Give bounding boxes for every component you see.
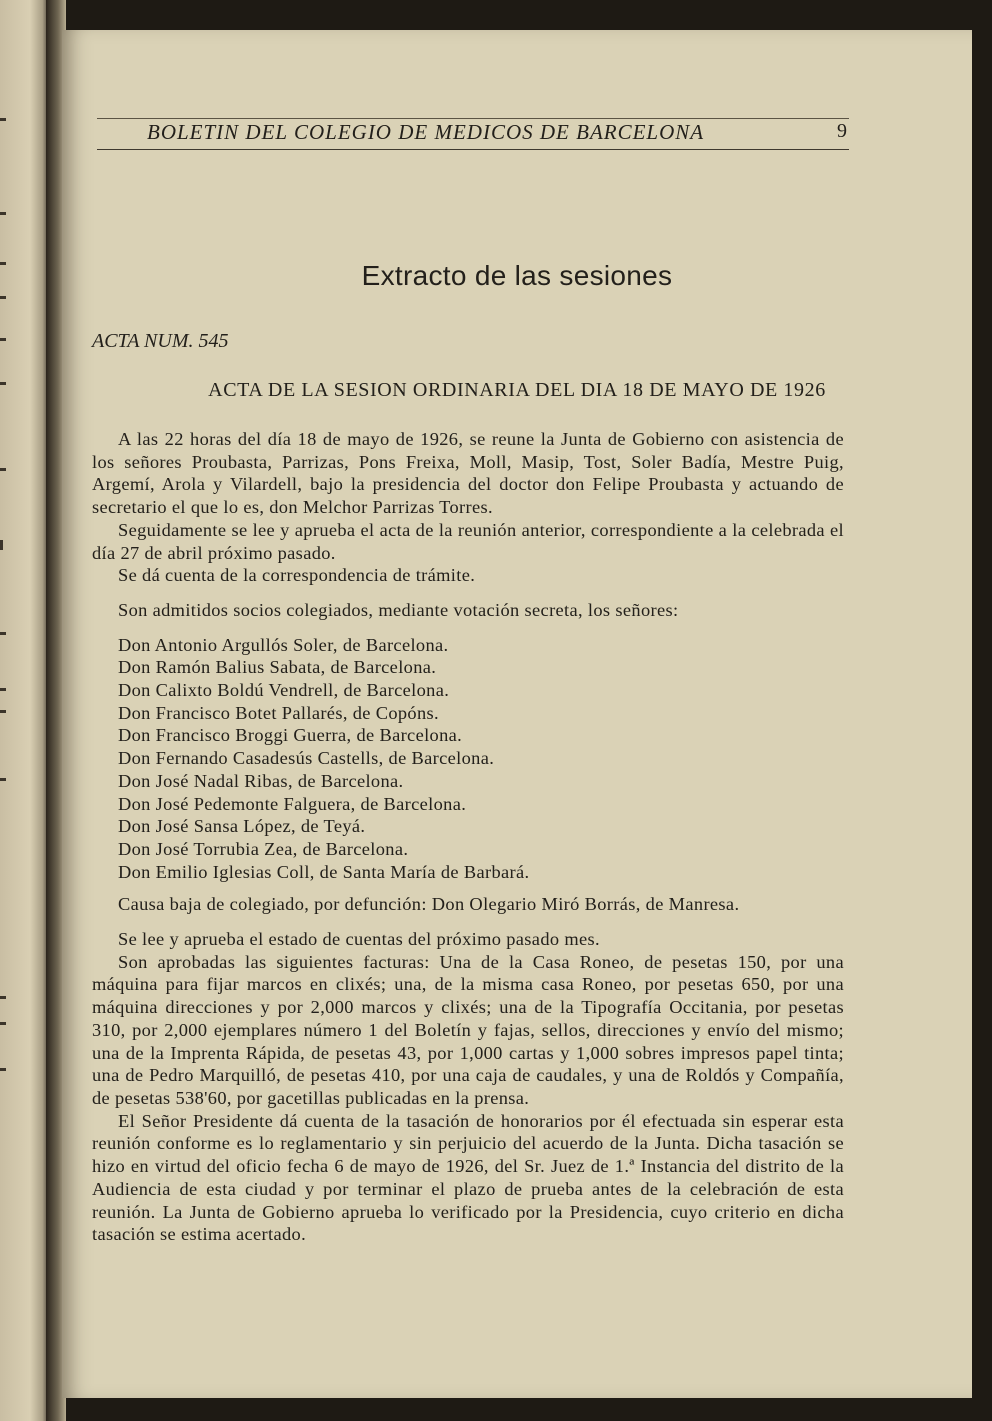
section-title: Extracto de las sesiones: [361, 260, 673, 291]
list-item: Don José Pedemonte Falguera, de Barcelona.: [118, 793, 467, 814]
paragraph-accounts: Se lee y aprueba el estado de cuentas del próximo pasado mes.: [118, 929, 600, 950]
acta-number: ACTA NUM. 545: [92, 330, 229, 352]
minutes-body: [92, 428, 844, 1246]
paragraph-admissions-intro: Son admitidos socios colegiados, mediante votación secreta, los señores:: [118, 599, 679, 620]
header-rule-top: [97, 118, 849, 119]
list-item: Don Calixto Boldú Vendrell, de Barcelona.: [118, 680, 450, 701]
list-item: Don José Sansa López, de Teyá.: [118, 816, 366, 837]
page-number: 9: [837, 120, 847, 142]
paragraph-invoices: Son aprobadas las siguientes facturas: Una de la Casa Roneo, de pesetas 150, por una máquina para fijar marcos en clixés; una, de la misma casa Roneo, por pesetas 650, por una máquina direcciones y por 2,000 marcos y clixés; una de la Tipografía Occitania, por pesetas 310, por 2,000 ejemplares número 1 del Boletín y fajas, sellos, direcciones y envío del mismo; una de la Imprenta Rápida, de pesetas 43, por 1,000 cartas y 1,000 sobres impresos papel tinta; una de Pedro Marquilló, de pesetas 410, por una caja de caudales, y una de Roldós y Compañía, de pesetas 538'60, por gacetillas publicadas en la prensa.: [92, 951, 844, 1108]
list-item: Don Ramón Balius Sabata, de Barcelona.: [118, 657, 437, 678]
header-rule-bottom: [97, 149, 849, 150]
running-header: [97, 118, 849, 152]
facing-page-text-fragments: [0, 0, 14, 1421]
paragraph-fee-assessment: El Señor Presidente dá cuenta de la tasación de honorarios por él efectuada sin esperar esta reunión conforme es lo reglamentario y sin perjuicio del acuerdo de la Junta. Dicha tasación se hizo en virtud del oficio fecha 6 de mayo de 1926, del Sr. Juez de 1.ª Instancia del distrito de la Audiencia de esta ciudad y por terminar el plazo de prueba antes de la celebración de esta reunión. La Junta de Gobierno aprueba lo verificado por la Presidencia, cuyo criterio en dicha tasación se estima acertado.: [92, 1110, 844, 1245]
document-page: [62, 30, 972, 1398]
list-item: Don José Torrubia Zea, de Barcelona.: [118, 838, 409, 859]
list-item: Don Francisco Botet Pallarés, de Copóns.: [118, 702, 439, 723]
list-item: Don Emilio Iglesias Coll, de Santa María de Barbará.: [118, 861, 530, 882]
admitted-members-list: [92, 634, 844, 884]
list-item: Don Francisco Broggi Guerra, de Barcelona.: [118, 725, 463, 746]
paragraph-deceased: Causa baja de colegiado, por defunción: Don Olegario Miró Borrás, de Manresa.: [118, 894, 740, 915]
list-item: Don Antonio Argullós Soler, de Barcelona.: [118, 634, 449, 655]
list-item: Don José Nadal Ribas, de Barcelona.: [118, 770, 404, 791]
paragraph-previous-minutes: Seguidamente se lee y aprueba el acta de la reunión anterior, correspondiente a la celebrada el día 27 de abril próximo pasado.: [92, 519, 844, 563]
paragraph-attendance: A las 22 horas del día 18 de mayo de 1926, se reune la Junta de Gobierno con asistencia de los señores Proubasta, Parrizas, Pons Freixa, Moll, Masip, Tost, Soler Badía, Mestre Puig, Argemí, Arola y Vilardell, bajo la presidencia del doctor don Felipe Proubasta y actuando de secretario el que lo es, don Melchor Parrizas Torres.: [92, 429, 844, 518]
paragraph-correspondence: Se dá cuenta de la correspondencia de trámite.: [118, 565, 476, 586]
journal-title: BOLETIN DEL COLEGIO DE MEDICOS DE BARCELONA: [147, 120, 705, 144]
facing-page-edge: [0, 0, 50, 1421]
list-item: Don Fernando Casadesús Castells, de Barcelona.: [118, 748, 495, 769]
acta-title: ACTA DE LA SESION ORDINARIA DEL DIA 18 DE MAYO DE 1926: [208, 379, 826, 401]
